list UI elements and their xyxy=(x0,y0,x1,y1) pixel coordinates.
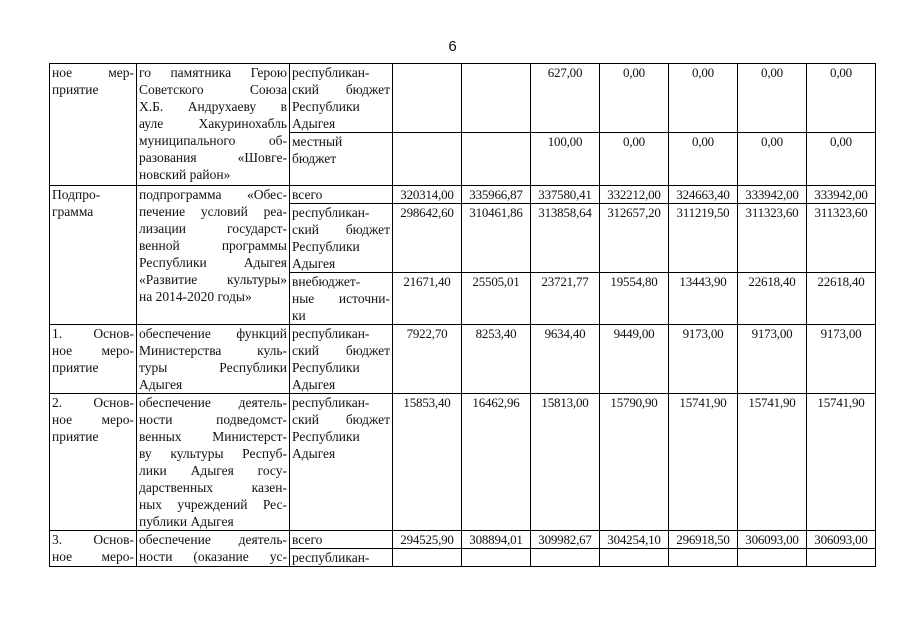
funding-source-cell: местный бюджет xyxy=(290,133,393,186)
value-cell: 311323,60 xyxy=(807,204,876,273)
funding-source-cell: республикан- ский бюджет Республики Адыгея xyxy=(290,325,393,394)
value-cell: 19554,80 xyxy=(600,273,669,325)
funding-source-cell: республикан- xyxy=(290,549,393,567)
value-cell: 320314,00 xyxy=(393,186,462,204)
value-cell: 304254,10 xyxy=(600,531,669,549)
value-cell: 0,00 xyxy=(669,133,738,186)
value-cell: 337580,41 xyxy=(531,186,600,204)
table-row xyxy=(50,64,876,133)
value-cell: 9449,00 xyxy=(600,325,669,394)
value-cell: 333942,00 xyxy=(807,186,876,204)
value-cell: 0,00 xyxy=(600,64,669,133)
value-cell: 308894,01 xyxy=(462,531,531,549)
value-cell xyxy=(393,133,462,186)
value-cell: 0,00 xyxy=(807,133,876,186)
table-row xyxy=(50,394,876,531)
funding-source-cell: республикан- ский бюджет Республики Адыгея xyxy=(290,394,393,531)
event-name-cell: ное мер- приятие xyxy=(50,64,137,186)
value-cell: 9173,00 xyxy=(807,325,876,394)
value-cell: 311219,50 xyxy=(669,204,738,273)
value-cell: 324663,40 xyxy=(669,186,738,204)
value-cell: 0,00 xyxy=(669,64,738,133)
value-cell: 9634,40 xyxy=(531,325,600,394)
value-cell: 9173,00 xyxy=(669,325,738,394)
event-name-cell: 3. Основ- ное меро- xyxy=(50,531,137,567)
event-description-cell: го памятника Герою Советского Союза Х.Б. Андрухаеву в ауле Хакуринохабль муниципального об- разования «Шовге- новский район» xyxy=(137,64,290,186)
value-cell: 16462,96 xyxy=(462,394,531,531)
value-cell: 627,00 xyxy=(531,64,600,133)
value-cell xyxy=(600,549,669,567)
table-row xyxy=(50,325,876,394)
page-number: 6 xyxy=(448,38,457,55)
value-cell: 335966,87 xyxy=(462,186,531,204)
value-cell: 8253,40 xyxy=(462,325,531,394)
value-cell: 100,00 xyxy=(531,133,600,186)
subprogram-description-cell: подпрограмма «Обес- печение условий реа- лизации государст- венной программы Республики Адыгея «Развитие культуры» на 2014-2020 годы» xyxy=(137,186,290,325)
value-cell xyxy=(462,64,531,133)
value-cell: 0,00 xyxy=(807,64,876,133)
value-cell: 15741,90 xyxy=(669,394,738,531)
budget-table xyxy=(49,63,876,567)
value-cell xyxy=(462,549,531,567)
value-cell: 15813,00 xyxy=(531,394,600,531)
subprogram-name-cell: Подпро- грамма xyxy=(50,186,137,325)
funding-source-cell: республикан- ский бюджет Республики Адыгея xyxy=(290,64,393,133)
value-cell: 13443,90 xyxy=(669,273,738,325)
value-cell: 23721,77 xyxy=(531,273,600,325)
value-cell xyxy=(738,549,807,567)
value-cell: 0,00 xyxy=(738,133,807,186)
table-row xyxy=(50,186,876,204)
value-cell: 21671,40 xyxy=(393,273,462,325)
value-cell: 294525,90 xyxy=(393,531,462,549)
event-description-cell: обеспечение деятель- ности (оказание ус- xyxy=(137,531,290,567)
value-cell xyxy=(393,64,462,133)
value-cell: 15790,90 xyxy=(600,394,669,531)
funding-source-cell: всего xyxy=(290,531,393,549)
value-cell: 15853,40 xyxy=(393,394,462,531)
funding-source-cell: республикан- ский бюджет Республики Адыгея xyxy=(290,204,393,273)
value-cell: 7922,70 xyxy=(393,325,462,394)
value-cell xyxy=(393,549,462,567)
value-cell: 306093,00 xyxy=(738,531,807,549)
value-cell xyxy=(807,549,876,567)
value-cell: 312657,20 xyxy=(600,204,669,273)
value-cell: 0,00 xyxy=(738,64,807,133)
event-name-cell: 2. Основ- ное меро- приятие xyxy=(50,394,137,531)
value-cell: 332212,00 xyxy=(600,186,669,204)
value-cell: 306093,00 xyxy=(807,531,876,549)
value-cell: 25505,01 xyxy=(462,273,531,325)
value-cell: 22618,40 xyxy=(738,273,807,325)
value-cell xyxy=(669,549,738,567)
value-cell: 15741,90 xyxy=(807,394,876,531)
funding-source-cell: всего xyxy=(290,186,393,204)
value-cell: 333942,00 xyxy=(738,186,807,204)
value-cell xyxy=(462,133,531,186)
event-description-cell: обеспечение функций Министерства куль- туры Республики Адыгея xyxy=(137,325,290,394)
funding-source-cell: внебюджет- ные источни- ки xyxy=(290,273,393,325)
event-description-cell: обеспечение деятель- ности подведомст- венных Министерст- ву культуры Респуб- лики Адыгея госу- дарственных казен- ных учреждений Рес- публики Адыгея xyxy=(137,394,290,531)
event-name-cell: 1. Основ- ное меро- приятие xyxy=(50,325,137,394)
value-cell: 9173,00 xyxy=(738,325,807,394)
value-cell: 22618,40 xyxy=(807,273,876,325)
value-cell: 309982,67 xyxy=(531,531,600,549)
value-cell: 311323,60 xyxy=(738,204,807,273)
value-cell: 313858,64 xyxy=(531,204,600,273)
value-cell xyxy=(531,549,600,567)
value-cell: 0,00 xyxy=(600,133,669,186)
value-cell: 15741,90 xyxy=(738,394,807,531)
value-cell: 298642,60 xyxy=(393,204,462,273)
table-row xyxy=(50,531,876,549)
value-cell: 310461,86 xyxy=(462,204,531,273)
value-cell: 296918,50 xyxy=(669,531,738,549)
